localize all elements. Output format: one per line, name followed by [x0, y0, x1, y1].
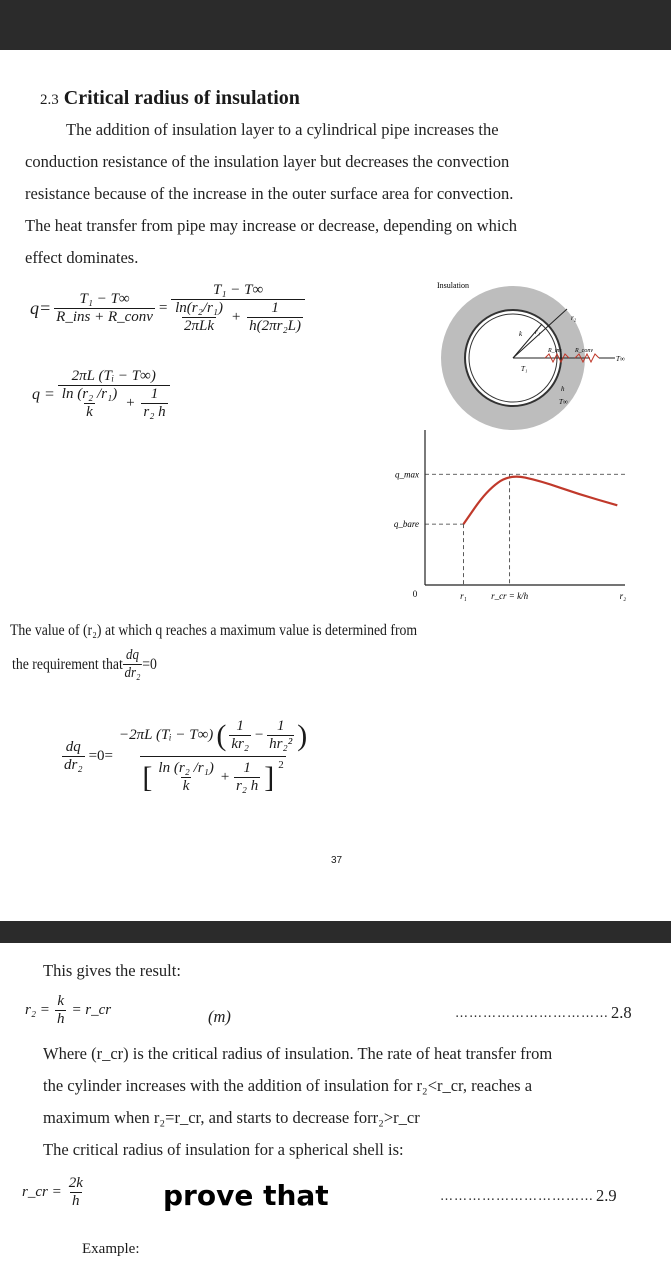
eq3-t1-den: kr₂: [231, 736, 250, 752]
q-curve: [463, 477, 617, 524]
eq3-square: 2: [278, 758, 284, 771]
dr2-den: dr₂: [124, 665, 141, 681]
equation-2-9: [22, 1175, 85, 1210]
prove-that-annotation: prove that: [163, 1179, 329, 1212]
eq3-b1-den: k: [182, 778, 190, 794]
r2-label: r₂: [571, 314, 577, 322]
k-label: k: [519, 330, 523, 338]
para1-line5: effect dominates.: [25, 248, 139, 267]
spherical-text: The critical radius of insulation for a spherical shell is:: [43, 1140, 404, 1159]
eq2-ln-den: k: [86, 404, 93, 420]
eq29-h: h: [72, 1193, 80, 1209]
origin-tick-label: 0: [412, 589, 418, 599]
para1-line3: resistance because of the increase in the outer surface area for convection.: [25, 184, 514, 203]
eq28-m-label: (m): [208, 1007, 231, 1026]
eq1-plus: +: [231, 309, 242, 325]
eq28-rcr: = r_cr: [71, 1002, 112, 1018]
section-title: Critical radius of insulation: [63, 87, 300, 109]
section-number: 2.3: [40, 92, 59, 108]
eq1-den-1: R_ins + R_conv: [56, 309, 153, 325]
mid-text-line2: [12, 647, 157, 682]
eq1-fraction-2: [171, 282, 305, 335]
eq28-number: 2.8: [611, 1003, 632, 1022]
h-label: h: [561, 385, 565, 393]
eq3-top-term: −2πL (Tᵢ − T∞): [118, 727, 214, 743]
eq1-lhs: q=: [30, 298, 52, 318]
dq-dr2-fraction: [123, 647, 142, 682]
para1-line1: The addition of insulation layer to a cylindrical pipe increases the: [66, 120, 499, 139]
eq3-denominator: [ $\frac{\text{ln (r₂ /r₁)}}{k}$ + $\frac{1}{\text{r₂ h}}$ ] $^2$: [140, 756, 285, 795]
gives-result-text: This gives the result:: [43, 961, 181, 980]
eq3-lhs-den: dr₂: [64, 757, 83, 773]
eq29-number-row: [440, 1188, 617, 1204]
eq1-num-2: T₁ − T∞: [212, 282, 264, 298]
eq1-ln-den: 2πLk: [184, 318, 215, 334]
equation-2: [32, 368, 170, 421]
q-vs-r2-chart: [380, 420, 640, 605]
eq29-lhs: r_cr =: [22, 1184, 62, 1200]
para1-line4: The heat transfer from pipe may increase or decrease, depending on which: [25, 216, 518, 235]
eq28-k: k: [57, 993, 65, 1009]
dq-num: dq: [126, 647, 139, 663]
eq3-plus: +: [219, 769, 230, 785]
equation-2-8: [25, 993, 111, 1028]
eq1-num-1: T₁ − T∞: [79, 291, 130, 307]
eq2-ln-num: ln (r₂ /r₁): [61, 386, 118, 402]
eq29-2k: 2k: [68, 1175, 83, 1191]
where-line1: Where (r_cr) is the critical radius of insulation. The rate of heat transfer from: [43, 1044, 553, 1063]
eq2-conv-den: r₂ h: [143, 404, 166, 420]
rconv-label: R_conv: [575, 348, 593, 354]
eq3-b1-num: ln (r₂ /r₁): [158, 760, 214, 776]
page-2: [0, 943, 671, 1280]
rcr-tick-label: r_cr = k/h: [491, 591, 529, 601]
eq3-t2-den: hr₂²: [269, 736, 293, 752]
qmax-tick-label: q_max: [395, 469, 419, 480]
insulation-figure: [415, 276, 635, 436]
eq3-b2-num: 1: [243, 760, 251, 776]
eq28-dots: ……………………………: [455, 1005, 609, 1021]
mid-text-line1: The value of (r₂) at which q reaches a maximum value is determined from: [10, 622, 418, 639]
eq2-plus: +: [125, 395, 136, 411]
eq3-minus: −: [254, 727, 265, 743]
eq28-number-row: [455, 1005, 632, 1021]
equation-1: [30, 282, 305, 335]
equals-zero: =0: [142, 655, 157, 673]
eq2-conv-num: 1: [150, 386, 159, 402]
where-line3: maximum when r₂=r_cr, and starts to decrease forr₂>r_cr: [43, 1108, 420, 1127]
eq3-t1-num: 1: [236, 718, 244, 734]
eq1-den-2: [171, 299, 305, 335]
qbare-tick-label: q_bare: [393, 519, 419, 530]
page-1: [0, 50, 671, 921]
para1-line2: conduction resistance of the insulation layer but decreases the convection: [25, 152, 510, 171]
page-number: 37: [331, 855, 343, 866]
eq2-den: [58, 385, 170, 421]
eq28-lhs: r₂ =: [25, 1002, 50, 1018]
equation-3: [62, 718, 309, 795]
eq2-num: 2πL (Tᵢ − T∞): [71, 368, 156, 384]
eq3-b2-den: r₂ h: [235, 778, 259, 794]
example-heading: Example:: [82, 1241, 140, 1257]
tinf-label: T∞: [616, 355, 625, 363]
eq1-fraction-1: [54, 291, 155, 326]
eq3-equals-zero: =0=: [88, 748, 113, 764]
insulation-label: Insulation: [437, 281, 469, 290]
r2-axis-label: r₂: [619, 591, 627, 601]
requirement-text: the requirement that: [12, 655, 123, 673]
r1-tick-label: r₁: [460, 591, 467, 601]
tinf2-label: T∞: [559, 398, 568, 406]
t1-label: T₁: [521, 365, 528, 373]
rins-label: R_ins: [548, 348, 562, 354]
eq29-dots: ……………………………: [440, 1188, 594, 1204]
where-line2: the cylinder increases with the addition of insulation for r₂<r_cr, reaches a: [43, 1076, 533, 1095]
eq2-lhs: q =: [32, 385, 55, 403]
r1-label: r₁: [535, 328, 541, 336]
eq3-t2-num: 1: [276, 718, 285, 734]
eq3-lhs-num: dq: [65, 739, 81, 755]
eq1-conv-num: 1: [271, 300, 279, 316]
eq3-numerator: −2πL (Tᵢ − T∞) ( $\frac{1}{\text{kr₂}}$ − $\frac{1}{\text{hr₂²}}$ ): [118, 718, 308, 752]
eq2-fraction: [58, 368, 170, 421]
eq1-equals: =: [157, 300, 169, 316]
eq1-conv-den: h(2πr₂L): [249, 318, 302, 334]
eq3-main-fraction: [117, 718, 309, 795]
eq1-ln-num: ln(r₂/r₁): [175, 300, 223, 316]
eq28-h: h: [56, 1011, 65, 1027]
eq3-lhs: [62, 739, 85, 774]
section-heading: [40, 87, 300, 110]
eq29-number: 2.9: [596, 1186, 617, 1205]
